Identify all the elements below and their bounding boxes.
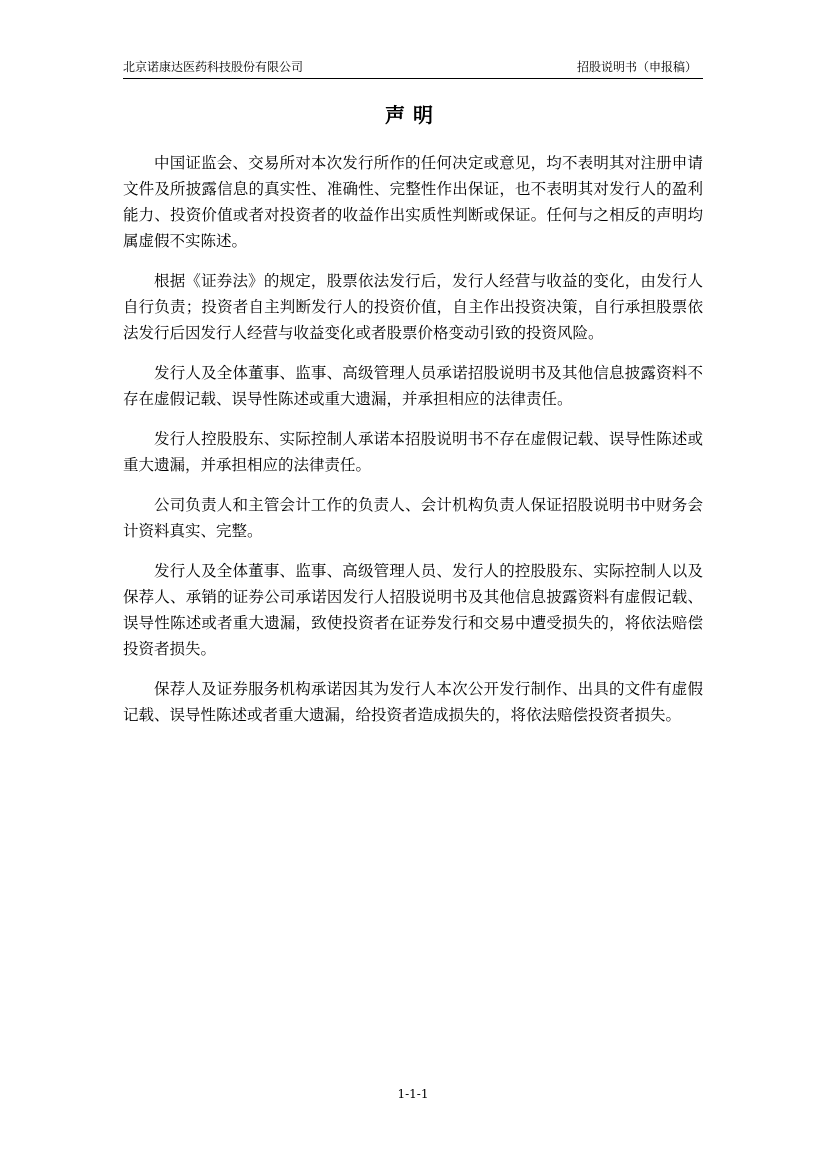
paragraph-controller-commitment: 发行人控股股东、实际控制人承诺本招股说明书不存在虚假记载、误导性陈述或重大遗漏，并承担相应的法律责任。	[123, 430, 703, 474]
paragraph-regulator-disclaimer: 中国证监会、交易所对本次发行所作的任何决定或意见，均不表明其对注册申请文件及所披露信息的真实性、准确性、完整性作出保证，也不表明其对发行人的盈利能力、投资价值或者对投资者的收益作出实质性判断或保证。任何与之相反的声明均属虚假不实陈述。	[123, 154, 703, 250]
paragraph-director-commitment: 发行人及全体董事、监事、高级管理人员承诺招股说明书及其他信息披露资料不存在虚假记载、误导性陈述或重大遗漏，并承担相应的法律责任。	[123, 364, 703, 408]
header-document-type: 招股说明书（申报稿）	[576, 60, 697, 74]
page-header	[123, 58, 703, 79]
paragraph-compensation-commitment: 发行人及全体董事、监事、高级管理人员、发行人的控股股东、实际控制人以及保荐人、承销的证券公司承诺因发行人招股说明书及其他信息披露资料有虚假记载、误导性陈述或者重大遗漏，致使投资者在证券发行和交易中遭受损失的，将依法赔偿投资者损失。	[123, 562, 703, 658]
paragraph-accounting-guarantee: 公司负责人和主管会计工作的负责人、会计机构负责人保证招股说明书中财务会计资料真实、完整。	[123, 496, 703, 540]
page-number: 1-1-1	[397, 1087, 429, 1101]
paragraph-sponsor-commitment: 保荐人及证券服务机构承诺因其为发行人本次公开发行制作、出具的文件有虚假记载、误导性陈述或者重大遗漏，给投资者造成损失的，将依法赔偿投资者损失。	[123, 680, 703, 724]
statement-body	[123, 150, 703, 742]
paragraph-securities-law: 根据《证券法》的规定，股票依法发行后，发行人经营与收益的变化，由发行人自行负责；投资者自主判断发行人的投资价值，自主作出投资决策，自行承担股票依法发行后因发行人经营与收益变化或者股票价格变动引致的投资风险。	[123, 272, 703, 342]
page-title: 声明	[385, 103, 441, 127]
header-company-name: 北京诺康达医药科技股份有限公司	[123, 60, 304, 74]
